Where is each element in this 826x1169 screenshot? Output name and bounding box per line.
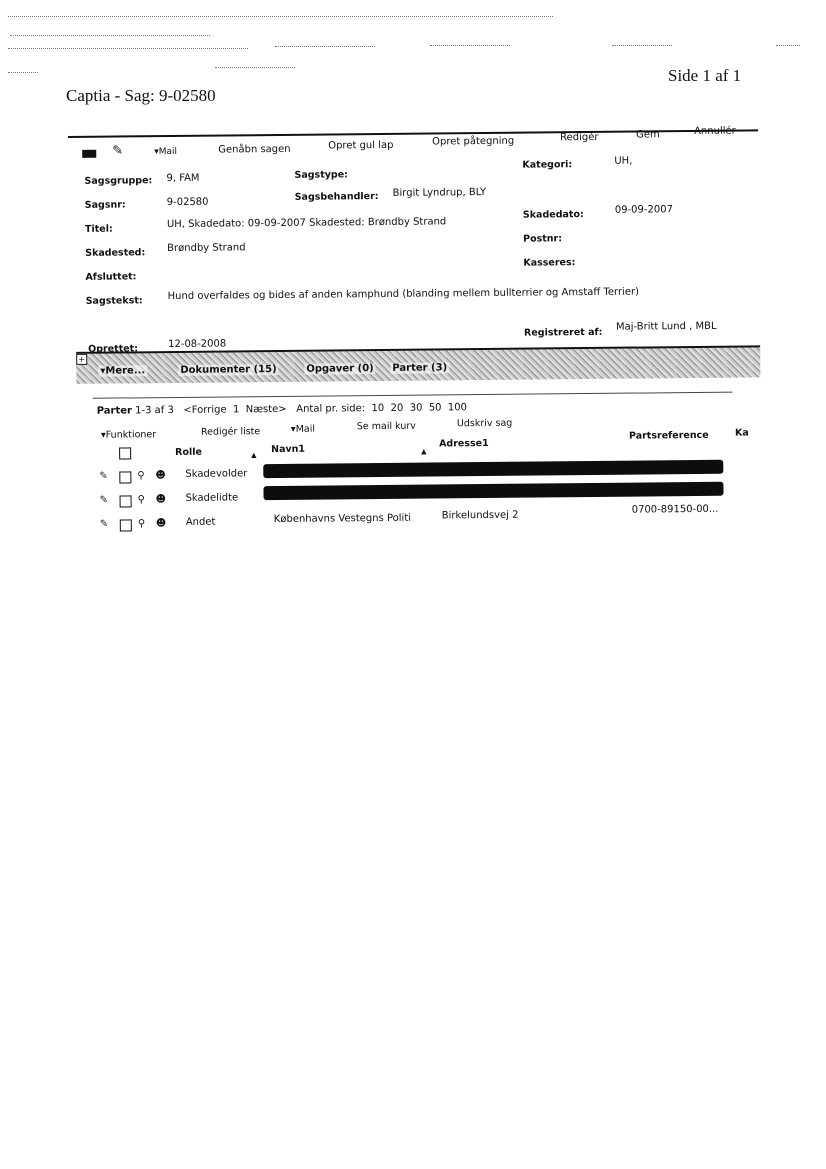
note-icon[interactable]: ✎ bbox=[112, 143, 124, 159]
sagstekst-label: Sagstekst: bbox=[85, 295, 143, 307]
skadedato-value: 09-09-2007 bbox=[614, 204, 673, 216]
per-page-50[interactable]: 50 bbox=[428, 402, 442, 414]
scan-header-line bbox=[215, 67, 295, 68]
col-adresse[interactable]: Adresse1 bbox=[438, 437, 489, 450]
scan-header-line bbox=[776, 45, 800, 46]
row-rolle: Andet bbox=[185, 516, 216, 528]
mail-menu[interactable]: ▾Mail bbox=[154, 146, 178, 158]
col-rolle[interactable]: Rolle bbox=[175, 446, 202, 458]
sagsbehandler-value: Birgit Lyndrup, BLY bbox=[392, 186, 487, 199]
edit-icon[interactable]: ✎ bbox=[99, 518, 109, 530]
functions-menu[interactable]: ▾Funktioner bbox=[100, 429, 157, 441]
skadested-value: Brøndby Strand bbox=[167, 242, 246, 255]
page-title: Captia - Sag: 9-02580 bbox=[66, 86, 216, 105]
print-case-link[interactable]: Udskriv sag bbox=[456, 417, 513, 430]
tab-documents[interactable]: Dokumenter (15) bbox=[180, 364, 277, 376]
edit-list-link[interactable]: Redigér liste bbox=[200, 426, 261, 438]
scan-header-line bbox=[275, 46, 375, 47]
titel-label: Titel: bbox=[84, 223, 113, 235]
pager-label: Parter bbox=[96, 405, 133, 417]
mail-menu-2[interactable]: ▾Mail bbox=[290, 423, 316, 435]
pager-range: 1-3 af 3 bbox=[135, 404, 174, 417]
sagstekst-value: Hund overfaldes og bides af anden kamphund (blanding mellem bullterrier og Amstaff Terrier) bbox=[167, 286, 640, 303]
row-rolle: Skadevolder bbox=[185, 468, 248, 480]
person-icon[interactable]: ☻ bbox=[155, 518, 167, 530]
kategori-value: UH, bbox=[614, 155, 633, 167]
scan-header-line bbox=[8, 16, 553, 17]
key-icon[interactable]: ⚲ bbox=[137, 518, 146, 530]
tab-more[interactable]: ▾Mere... bbox=[100, 365, 146, 377]
endorsement-button[interactable]: Opret påtegning bbox=[432, 135, 515, 148]
select-all-checkbox[interactable] bbox=[119, 447, 131, 459]
section-divider bbox=[93, 392, 733, 399]
redaction-bar bbox=[263, 482, 723, 500]
current-page: 1 bbox=[232, 404, 240, 416]
col-navn[interactable]: Navn1 bbox=[271, 443, 306, 456]
row-rolle: Skadelidte bbox=[185, 492, 239, 504]
row-checkbox[interactable] bbox=[120, 519, 132, 531]
sagsbehandler-label: Sagsbehandler: bbox=[294, 191, 379, 203]
registreret-label: Registreret af: bbox=[523, 326, 603, 339]
per-page-20[interactable]: 20 bbox=[390, 402, 404, 414]
postnr-label: Postnr: bbox=[523, 233, 563, 245]
row-navn: Københavns Vestegns Politi bbox=[273, 512, 412, 526]
registreret-value: Maj-Britt Lund , MBL bbox=[615, 320, 717, 333]
afsluttet-label: Afsluttet: bbox=[85, 271, 137, 283]
key-icon[interactable]: ⚲ bbox=[137, 494, 145, 506]
skadested-label: Skadested: bbox=[85, 247, 146, 259]
skadedato-label: Skadedato: bbox=[522, 209, 584, 221]
edit-icon[interactable]: ✎ bbox=[99, 470, 108, 482]
kategori-label: Kategori: bbox=[522, 159, 573, 171]
redaction-bar bbox=[263, 460, 723, 478]
reopen-button[interactable]: Genåbn sagen bbox=[218, 143, 291, 156]
oprettet-label: Oprettet: bbox=[88, 343, 139, 355]
scan-header-line bbox=[430, 45, 510, 46]
per-page-100[interactable]: 100 bbox=[447, 402, 468, 414]
oprettet-value: 12-08-2008 bbox=[168, 338, 227, 351]
kasseres-label: Kasseres: bbox=[523, 257, 576, 269]
key-icon[interactable]: ⚲ bbox=[137, 470, 145, 482]
save-button[interactable]: Gem bbox=[636, 129, 660, 141]
sagsgruppe-label: Sagsgruppe: bbox=[84, 175, 153, 187]
tab-tasks[interactable]: Opgaver (0) bbox=[306, 363, 374, 375]
prev-link[interactable]: <Forrige bbox=[183, 404, 227, 416]
tab-bar bbox=[76, 345, 760, 384]
case-window bbox=[68, 121, 762, 528]
row-checkbox[interactable] bbox=[120, 495, 132, 507]
scan-header-line bbox=[8, 72, 38, 73]
person-icon[interactable]: ☻ bbox=[155, 470, 166, 482]
expand-icon[interactable]: + bbox=[76, 354, 87, 365]
mail-cart-link[interactable]: Se mail kurv bbox=[356, 420, 416, 433]
scan-header-line bbox=[10, 35, 210, 36]
person-icon[interactable]: ☻ bbox=[155, 494, 167, 506]
cancel-button[interactable]: Annullér bbox=[694, 125, 736, 137]
next-link[interactable]: Næste> bbox=[245, 403, 287, 416]
row-checkbox[interactable] bbox=[119, 471, 131, 483]
col-ka[interactable]: Ka bbox=[734, 427, 749, 439]
row-ref: 0700-89150-00... bbox=[631, 503, 719, 516]
per-page-30[interactable]: 30 bbox=[409, 402, 423, 414]
sort-asc-icon[interactable]: ▲ bbox=[421, 447, 427, 456]
sagsnr-label: Sagsnr: bbox=[84, 199, 126, 211]
scan-header-line bbox=[612, 45, 672, 46]
titel-value: UH, Skadedato: 09-09-2007 Skadested: Brøndby Strand bbox=[166, 216, 447, 231]
sagsgruppe-value: 9, FAM bbox=[166, 172, 200, 185]
scan-header-line bbox=[8, 48, 248, 49]
tab-parties[interactable]: Parter (3) bbox=[392, 362, 448, 374]
yellow-note-button[interactable]: Opret gul lap bbox=[328, 139, 394, 152]
per-page-label: Antal pr. side: bbox=[296, 403, 366, 415]
folder-icon[interactable] bbox=[82, 150, 96, 158]
pager bbox=[97, 402, 467, 417]
sagsnr-value: 9-02580 bbox=[166, 196, 209, 209]
page-number: Side 1 af 1 bbox=[668, 66, 742, 85]
row-adresse: Birkelundsvej 2 bbox=[441, 509, 519, 522]
edit-icon[interactable]: ✎ bbox=[99, 494, 109, 506]
sagstype-label: Sagstype: bbox=[294, 169, 348, 181]
sort-asc-icon[interactable]: ▲ bbox=[251, 451, 257, 460]
col-partsreference[interactable]: Partsreference bbox=[628, 429, 709, 442]
per-page-10[interactable]: 10 bbox=[371, 402, 385, 415]
edit-button[interactable]: Redigér bbox=[560, 131, 599, 144]
